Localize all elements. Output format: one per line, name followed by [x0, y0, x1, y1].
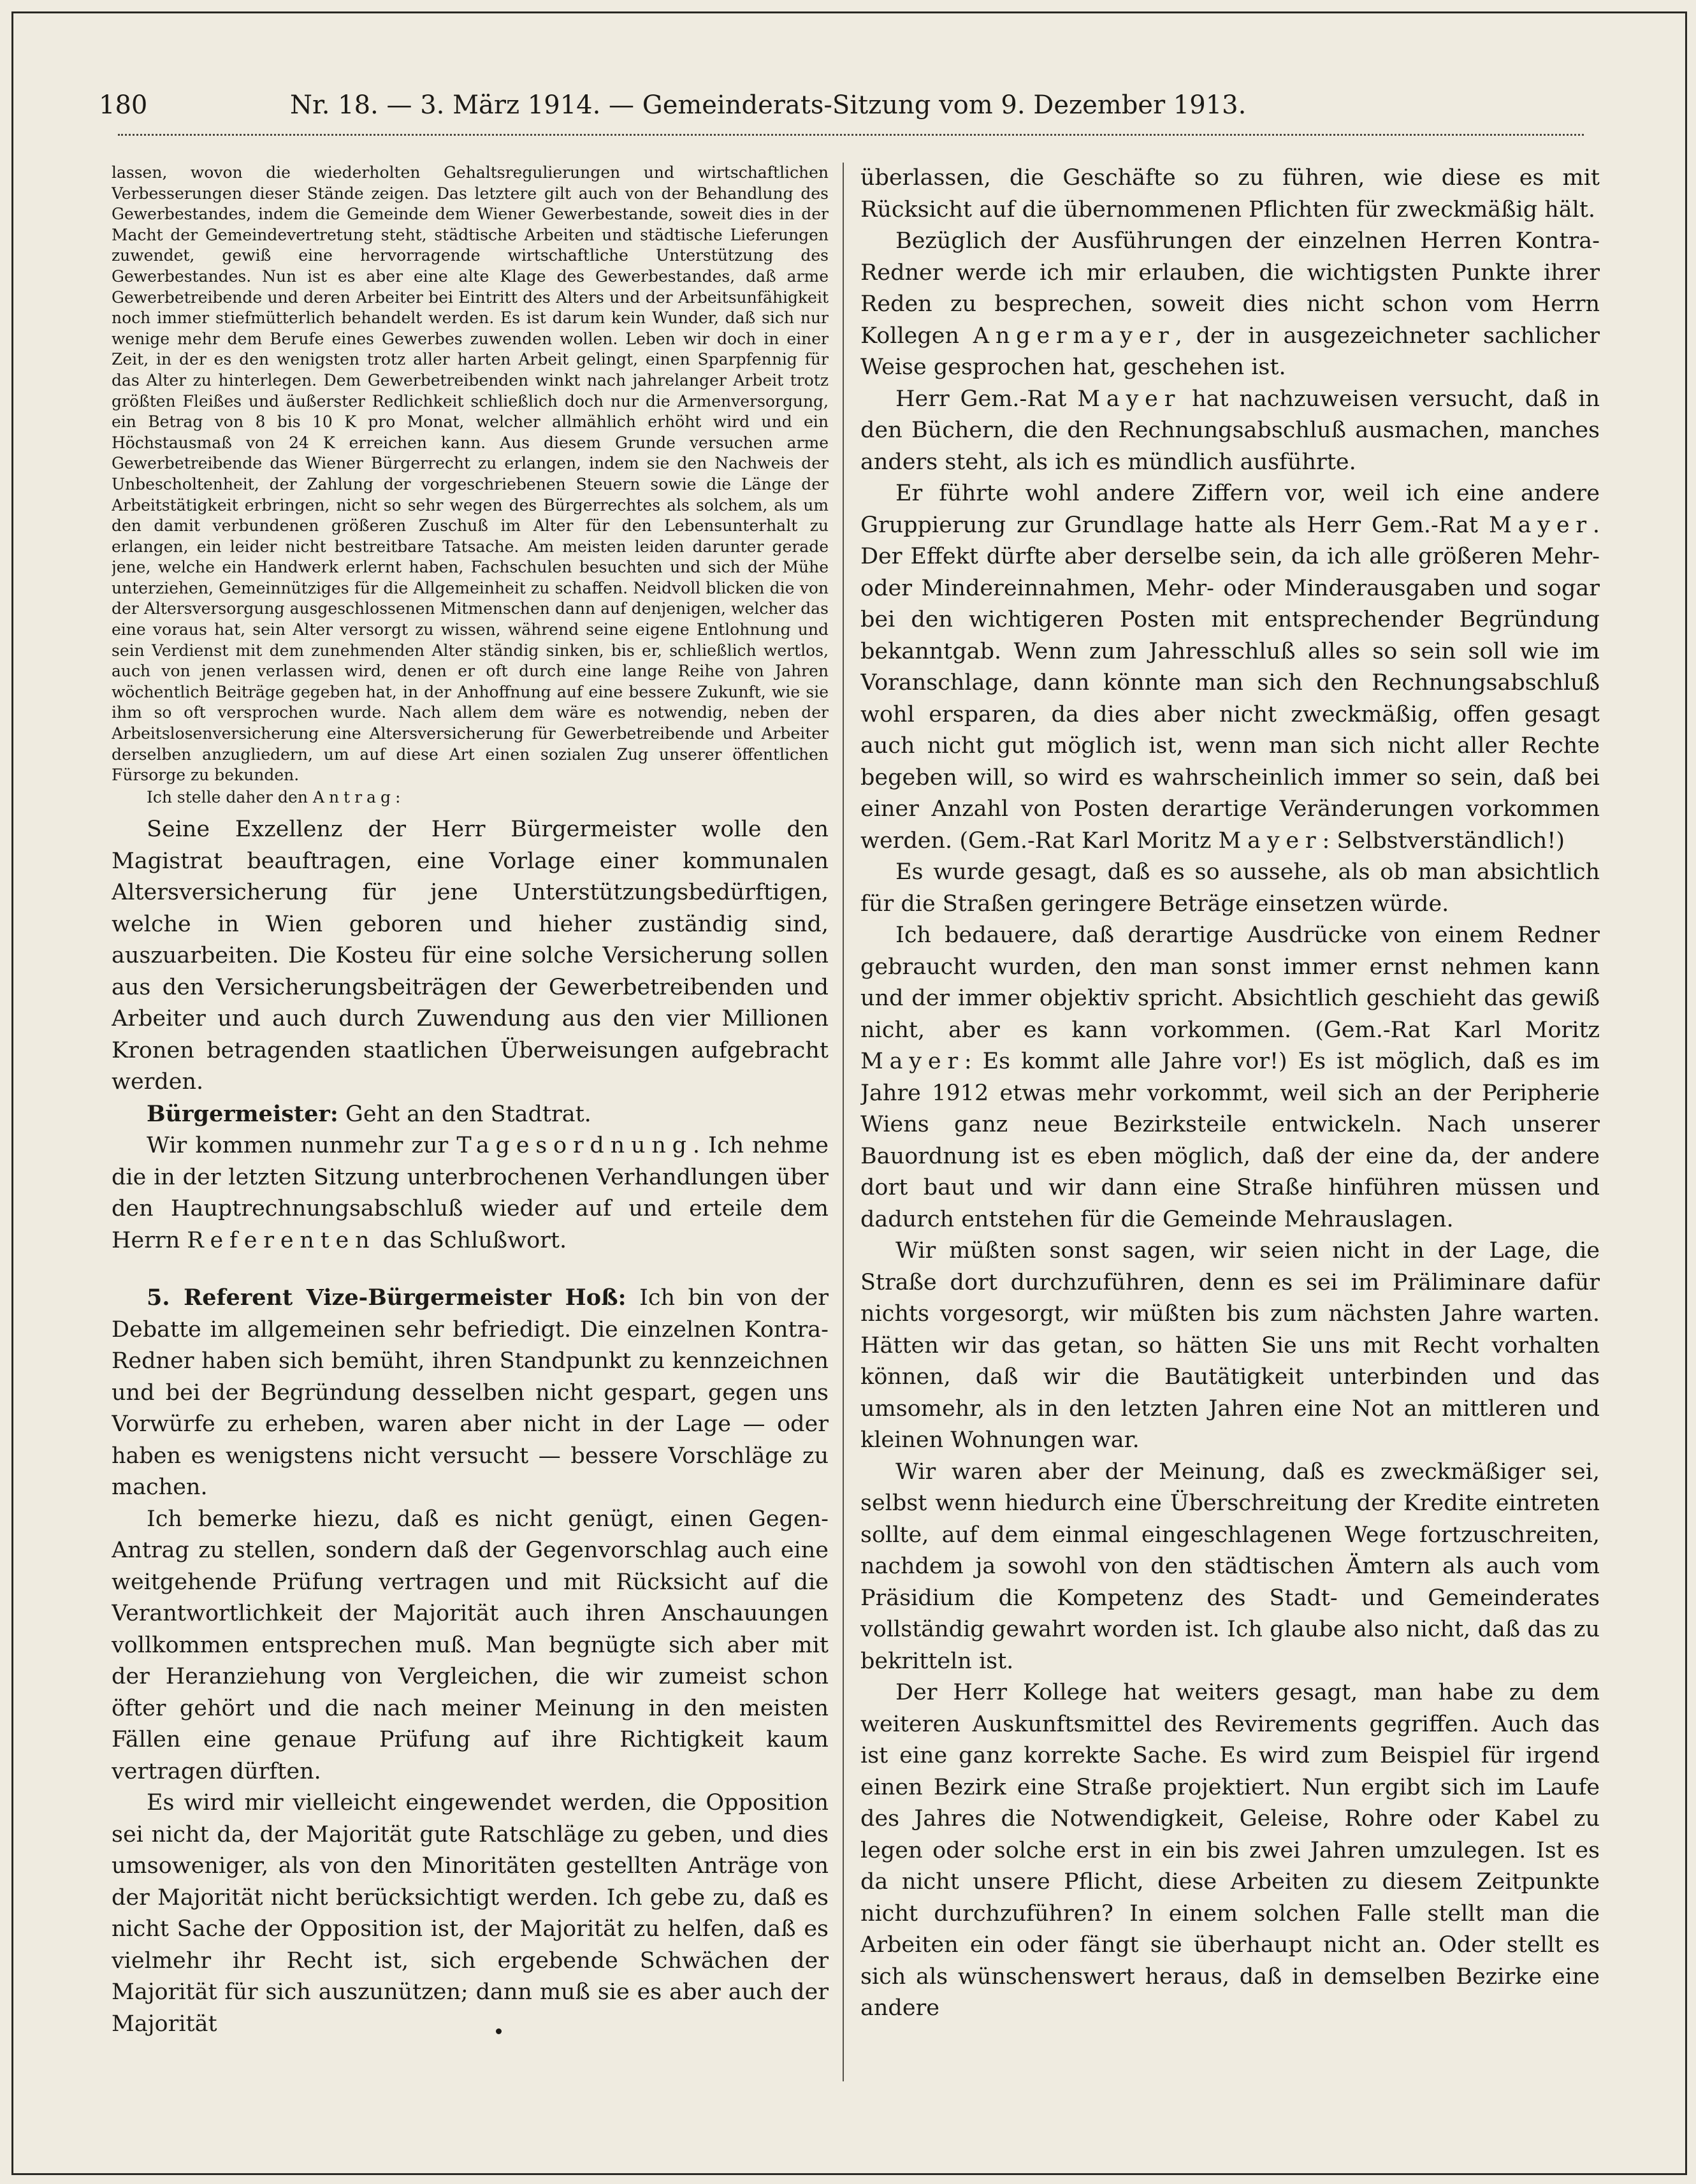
speaker-label: 5. Referent Vize-Bürgermeister Hoß:	[147, 1285, 627, 1311]
mayor-text: Geht an den Stadtrat.	[338, 1101, 591, 1127]
paragraph-text: Ich bedauere, daß derartige Ausdrücke von einem Redner gebraucht wurden, den man sonst immer ernst nehmen kann und der immer objektiv spricht. Absichtlich geschieht das gewiß nicht, aber es kann vorkommen. (Gem.-Rat Karl Moritz	[860, 922, 1600, 1043]
speaker-paragraph	[112, 1282, 829, 1504]
paragraph: überlassen, die Geschäfte so zu führen, wie diese es mit Rücksicht auf die übernommenen Pflichten für zweckmäßig hält.	[860, 165, 1600, 222]
header-title: Nr. 18. — 3. März 1914. — Gemeinderats-Sitzung vom 9. Dezember 1913.	[290, 91, 1247, 120]
agenda-text-c: das Schlußwort.	[375, 1227, 567, 1253]
paragraph: Wir müßten sonst sagen, wir seien nicht in der Lage, die Straße dort durchzuführen, denn es sei im Präliminare dafür nichts vorgesorgt, wir müßten bis zum nächsten Jahre warten. Hätten wir das getan, so hätten Sie uns mit Recht vorhalten können, daß wir die Bautätigkeit unterbinden und das umsomehr, als in den letzten Jahren eine Not an mittleren und kleinen Wohnungen war.	[860, 1238, 1600, 1453]
paragraph-text: . Der Effekt dürfte aber derselbe sein, da ich alle größeren Mehr- oder Mindereinnahmen, Mehr- oder Minderausgaben und sogar bei den wichtigeren Posten mit entsprechender Begründung bekanntgab. Wenn zum Jahresschluß alles so sein soll wie im Voranschlage, dann könnte man sich den Rechnungsabschluß wohl ersparen, da dies aber nicht zweckmäßig, offen gesagt auch nicht gut möglich ist, wenn man sich nicht aller Rechte begeben will, so wird es wahrscheinlich immer so sein, daß bei einer Anzahl von Posten derartige Veränderungen vorkommen werden. (Gem.-Rat Karl Moritz	[860, 512, 1600, 854]
paragraph-text: : Es kommt alle Jahre vor!) Es ist möglich, daß es im Jahre 1912 etwas mehr vorkommt, weil sich an der Peripherie Wiens ganz neue Bezirksteile entwickeln. Nach unserer Bauordnung ist es eben möglich, daß der eine da, der andere dort baut und wir dann eine Straße hinführen müssen und dadurch entstehen für die Gemeinde Mehrauslagen.	[860, 1049, 1600, 1232]
agenda-keyword-2: Referenten	[187, 1227, 376, 1253]
section-gap	[112, 1256, 829, 1282]
motion-text: Seine Exzellenz der Herr Bürgermeister wolle den Magistrat beauftragen, eine Vorlage einer kommunalen Altersversicherung für jene Unterstützungsbedürftigen, welche in Wien geboren und hieher zuständig sind, auszuarbeiten. Die Kosteu für eine solche Versicherung sollen aus den Versicherungsbeiträgen der Gewerbetreibenden und Arbeiter und auch durch Zuwendung aus den vier Millionen Kronen betragenden staatlichen Überweisungen aufgebracht werden.	[112, 817, 829, 1095]
paragraph-text: : Selbstverständlich!)	[1322, 827, 1565, 854]
motion-intro-colon: :	[395, 787, 401, 806]
speaker-text: Ich bin von der Debatte im allgemeinen sehr befriedigt. Die einzelnen Kontra-Redner haben sich bemüht, ihren Standpunkt zu kennzeichnen und bei der Begründung desselben nicht gespart, gegen uns Vorwürfe zu erheben, waren aber nicht in der Lage — oder haben es wenigstens nicht versucht — bessere Vorschläge zu machen.	[112, 1285, 829, 1501]
paragraph: Der Herr Kollege hat weiters gesagt, man habe zu dem weiteren Auskunftsmittel des Revirements gegriffen. Auch das ist eine ganz korrekte Sache. Es wird zum Beispiel für irgend einen Bezirk eine Straße projektiert. Nun ergibt sich im Laufe des Jahres die Notwendigkeit, Geleise, Rohre oder Kabel zu legen oder solche erst in ein bis zwei Jahren umzulegen. Ist es da nicht unsere Pflicht, diese Arbeiten zu diesem Zeitpunkte nicht durchzuführen? In einem solchen Falle stellt man die Arbeiten ein oder fängt sie überhaupt nicht an. Oder stellt es sich als wünschenswert heraus, daß in demselben Bezirke eine andere	[860, 1680, 1600, 2021]
agenda-keyword: Tagesordnung	[456, 1133, 693, 1159]
column-divider	[843, 163, 844, 2081]
mayor-reply	[112, 1098, 829, 1131]
spaced-name: Mayer	[860, 1049, 964, 1074]
ink-dot	[496, 2028, 502, 2034]
agenda-text-a: Wir kommen nunmehr zur	[147, 1133, 457, 1159]
paragraph-text: Bezüglich der Ausführungen der einzelnen Herren Kontra-Redner werde ich mir erlauben, die wichtigsten Punkte ihrer Reden zu besprechen, soweit dies nicht schon vom Herrn Kollegen	[860, 228, 1600, 349]
spaced-name: Mayer	[1488, 512, 1593, 538]
paragraph-text: Herr Gem.-Rat	[895, 386, 1078, 412]
paragraph: Es wurde gesagt, daß es so aussehe, als ob man absichtlich für die Straßen geringere Beträge einsetzen würde.	[860, 859, 1600, 917]
page-number: 180	[99, 91, 148, 120]
paragraph-text: hat nachzuweisen versucht, daß in den Büchern, die den Rechnungsabschluß ausmachen, manches anders steht, als ich es mündlich ausführte.	[860, 386, 1600, 475]
agenda-paragraph	[112, 1130, 829, 1256]
spaced-name: Angermayer	[973, 323, 1175, 349]
motion-intro-keyword: Antrag	[312, 787, 395, 806]
paragraph	[860, 920, 1600, 1235]
paragraph-text: , der in ausgezeichneter sachlicher Weise gesprochen hat, geschehen ist.	[860, 323, 1600, 380]
small-print-paragraph: lassen, wovon die wiederholten Gehaltsregulierungen und wirtschaftlichen Verbesserungen dieser Stände zeigen. Das letztere gilt auch von der Behandlung des Gewerbestandes, indem die Gemeinde dem Wiener Gewerbestande, soweit dies in der Macht der Gemeindevertretung steht, städtische Arbeiten und städtische Lieferungen zuwendet, gewiß eine hervorragende wirtschaftliche Unterstützung des Gewerbestandes. Nun ist es aber eine alte Klage des Gewerbestandes, daß arme Gewerbetreibende und deren Arbeiter bei Eintritt des Alters und der Arbeitsunfähigkeit noch immer stiefmütterlich behandelt werden. Es ist darum kein Wunder, daß sich nur wenige mehr dem Berufe eines Gewerbes zuwenden wollen. Leben wir doch in einer Zeit, in der es den wenigsten trotz aller harten Arbeit gelingt, einen Sparpfennig für das Alter zu hinterlegen. Dem Gewerbetreibenden winkt nach jahrelanger Arbeit trotz größten Fleißes und äußerster Redlichkeit schließlich doch nur die Armenversorgung, ein Betrag von 8 bis 10 K pro Monat, welcher allmählich erhöht wird und ein Höchstausmaß von 24 K erreichen kann. Aus diesem Grunde versuchen arme Gewerbetreibende das Wiener Bürgerrecht zu erlangen, indem sie den Nachweis der Unbescholtenheit, der Zahlung der vorgeschriebenen Steuern sowie die Länge der Arbeitstätigkeit erbringen, nicht so sehr wegen des Bürgerrechtes als solchem, als um den damit verbundenen größeren Zuschuß im Alter für den Lebensunterhalt zu erlangen, ein leider nicht bestreitbare Tatsache. Am meisten leiden darunter gerade jene, welche ein Handwerk erlernt haben, Fachschulen besuchten und sich der Mühe unterziehen, Gemeinnütziges für die Allgemeinheit zu schaffen. Neidvoll blicken die von der Altersversorgung ausgeschlossenen Mitmenschen dann auf denjenigen, welcher das eine voraus hat, sein Alter versorgt zu wissen, während seine eigene Entlohnung und sein Verdienst mit dem zunehmenden Alter ständig sinken, bis er, schließlich wertlos, auch von jenen verlassen wird, denen er oft durch eine lange Reihe von Jahren wöchentlich Beiträge gegeben hat, in der Anhoffnung auf eine bessere Zukunft, wie sie ihm so oft versprochen wurde. Nach allem dem wäre es notwendig, neben der Arbeitslosenversicherung eine Altersversicherung für Gewerbetreibende und Arbeiter derselben anzugliedern, um auf diese Art einen sozialen Zug unserer öffentlichen Fürsorge zu bekunden.	[112, 163, 829, 785]
left-column	[112, 163, 829, 2081]
motion-intro	[112, 787, 829, 808]
agenda-text-b: . Ich nehme die in der letzten Sitzung unterbrochenen Verhandlungen über den Hauptrechnungsabschluß wieder auf und erteile dem Herrn	[112, 1133, 829, 1253]
paragraph	[860, 384, 1600, 479]
right-column	[860, 163, 1600, 2081]
paragraph: Wir waren aber der Meinung, daß es zweckmäßiger sei, selbst wenn hiedurch eine Überschreitung der Kredite eintreten sollte, auf dem einmal eingeschlagenen Wege fortzuschreiten, nachdem ja sowohl von den städtischen Ämtern als auch vom Präsidium die Kompetenz des Stadt- und Gemeinderates vollständig gewahrt worden ist. Ich glaube also nicht, daß das zu bekritteln ist.	[860, 1459, 1600, 1674]
paragraph: Es wird mir vielleicht eingewendet werden, die Opposition sei nicht da, der Majorität gute Ratschläge zu geben, und dies umsoweniger, als von den Minoritäten gestellten Anträge von der Majorität nicht berücksichtigt werden. Ich gebe zu, daß es nicht Sache der Opposition ist, der Majorität zu helfen, daß es vielmehr ihr Recht ist, sich ergebende Schwächen der Majorität für sich auszunützen; dann muß sie es aber auch der Majorität	[112, 1790, 829, 2037]
paragraph: Ich bemerke hiezu, daß es nicht genügt, einen Gegen-Antrag zu stellen, sondern daß der Gegenvorschlag auch eine weitgehende Prüfung vertragen und mit Rücksicht auf die Verantwortlichkeit der Majorität auch ihren Anschauungen vollkommen entsprechen muß. Man begnügte sich aber mit der Heranziehung von Vergleichen, die wir zumeist schon öfter gehört und die nach meiner Meinung in den meisten Fällen eine genaue Prüfung auf ihre Richtigkeit kaum vertragen dürften.	[112, 1506, 829, 1784]
spaced-name: Mayer	[1218, 827, 1323, 854]
page-header	[99, 86, 1310, 124]
paragraph-text: Er führte wohl andere Ziffern vor, weil ich eine andere Gruppierung zur Grundlage hatte als Herr Gem.-Rat	[860, 481, 1600, 538]
motion-intro-text: Ich stelle daher den	[147, 787, 313, 806]
mayor-label: Bürgermeister:	[147, 1100, 338, 1127]
paragraph	[860, 226, 1600, 384]
header-rule	[118, 127, 1584, 136]
spaced-name: Mayer	[1077, 386, 1182, 412]
paragraph	[860, 478, 1600, 857]
